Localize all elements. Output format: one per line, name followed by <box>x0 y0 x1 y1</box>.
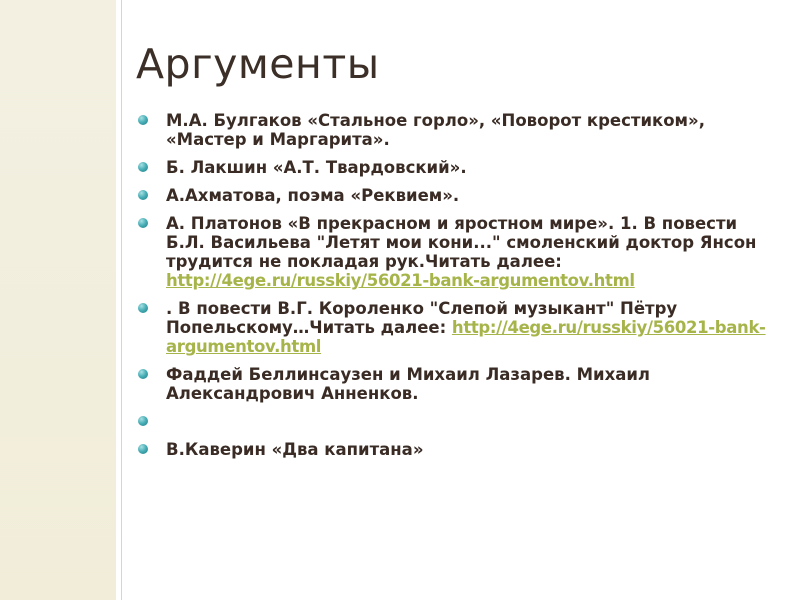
bullet-item <box>136 186 776 205</box>
bullet-text: Фаддей Беллинсаузен и Михаил Лазарев. Михаил Александрович Анненков. <box>166 365 651 403</box>
bullet-item <box>136 365 776 403</box>
bullet-item <box>136 299 776 356</box>
bullet-text <box>166 412 776 431</box>
bullet-text: . В повести В.Г. Короленко "Слепой музыкант" Пётру Попельскому…Читать далее: <box>166 299 678 337</box>
bullet-item-empty <box>136 412 776 431</box>
bullet-dot-icon <box>138 190 148 200</box>
bullet-text: В.Каверин «Два капитана» <box>166 440 424 459</box>
bullet-dot-icon <box>138 303 148 313</box>
bullet-text: А.Ахматова, поэма «Реквием». <box>166 186 460 205</box>
bullet-item <box>136 158 776 177</box>
bullet-item <box>136 440 776 459</box>
bullet-list <box>136 111 776 468</box>
slide-title: Аргументы <box>136 40 380 88</box>
bullet-dot-icon <box>138 369 148 379</box>
bullet-dot-icon <box>138 162 148 172</box>
bullet-text: Б. Лакшин «А.Т. Твардовский». <box>166 158 467 177</box>
bullet-link[interactable]: http://4ege.ru/russkiy/56021-bank-argumentov.html <box>166 271 635 290</box>
bullet-text: А. Платонов «В прекрасном и яростном мире». 1. В повести Б.Л. Васильева "Летят мои кони..." смоленский доктор Янсон трудится не покладая рук.Читать далее: <box>166 214 757 271</box>
left-decorative-panel <box>0 0 116 600</box>
bullet-link[interactable]: http://4ege.ru/russkiy/56021-bank-argumentov.html <box>166 318 766 356</box>
left-divider-line <box>121 0 122 600</box>
bullet-item <box>136 111 776 149</box>
bullet-dot-icon <box>138 218 148 228</box>
bullet-dot-icon <box>138 444 148 454</box>
bullet-item <box>136 214 776 290</box>
bullet-dot-icon <box>138 115 148 125</box>
bullet-dot-icon <box>138 416 148 426</box>
bullet-text: М.А. Булгаков «Стальное горло», «Поворот крестиком», «Мастер и Маргарита». <box>166 111 705 149</box>
